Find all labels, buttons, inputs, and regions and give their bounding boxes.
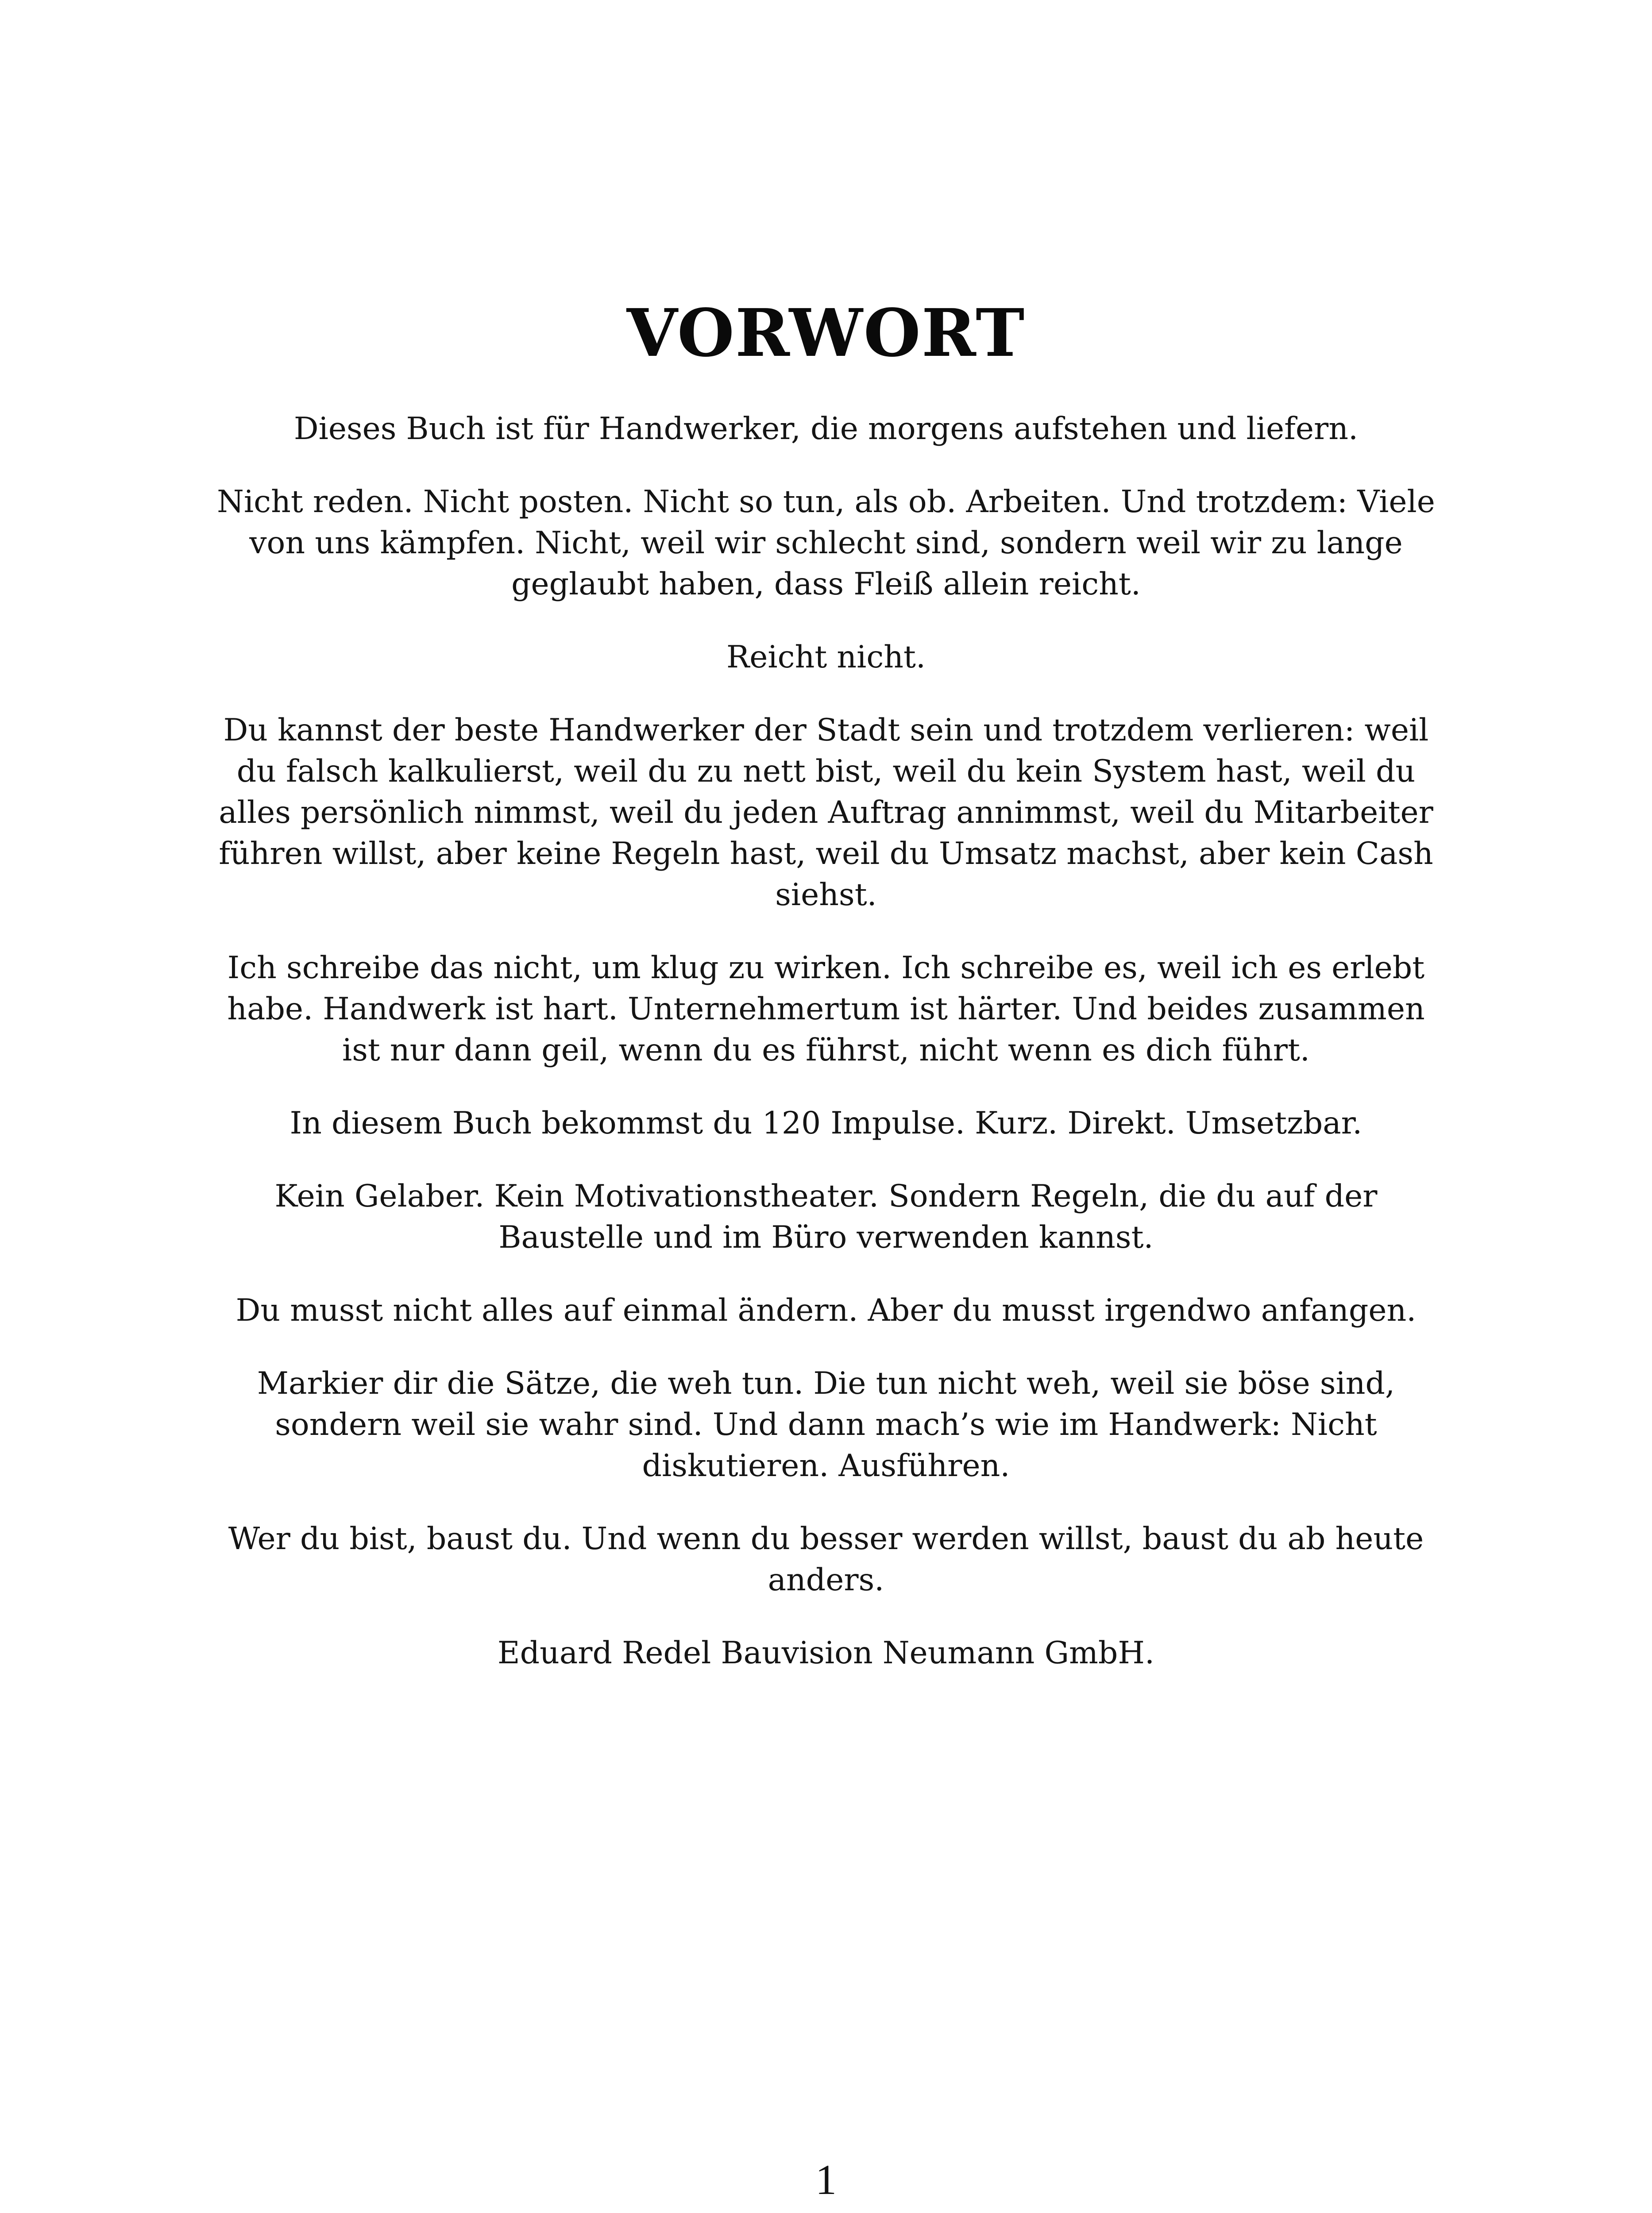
paragraph-mark-sentences: Markier dir die Sätze, die weh tun. Die tun nicht weh, weil sie böse sind, sondern weil sie wahr sind. Und dann mach’s wie im Handwerk: Nicht diskutieren. Ausführen. — [257, 1365, 1395, 1484]
paragraph-work: Nicht reden. Nicht posten. Nicht so tun, als ob. Arbeiten. Und trotzdem: Viele von uns kämpfen. Nicht, weil wir schlecht sind, sondern weil wir zu lange geglaubt haben, dass Fleiß allein reicht. — [217, 484, 1435, 602]
paragraph-experience: Ich schreibe das nicht, um klug zu wirken. Ich schreibe es, weil ich es erlebt habe. Handwerk ist hart. Unternehmertum ist härter. Und beides zusammen ist nur dann geil, wenn du es führst, nicht wenn es dich führt. — [227, 950, 1425, 1068]
paragraph-losing-reasons: Du kannst der beste Handwerker der Stadt sein und trotzdem verlieren: weil du falsch kalkulierst, weil du zu nett bist, weil du kein System hast, weil du alles persönlich nimmst, weil du jeden Auftrag annimmst, weil du Mitarbeiter führen willst, aber keine Regeln hast, weil du Umsatz machst, aber kein Cash siehst. — [219, 712, 1433, 913]
paragraph-intro: Dieses Buch ist für Handwerker, die morgens aufstehen und liefern. — [293, 411, 1359, 447]
foreword-body — [208, 408, 1444, 1705]
paragraph-start: Du musst nicht alles auf einmal ändern. Aber du musst irgendwo anfangen. — [235, 1292, 1417, 1328]
author-signature: Eduard Redel Bauvision Neumann GmbH. — [497, 1635, 1155, 1671]
paragraph-not-enough: Reicht nicht. — [726, 639, 926, 675]
paragraph-who-you-are: Wer du bist, baust du. Und wenn du besser werden willst, baust du ab heute anders. — [228, 1521, 1424, 1598]
page-number: 1 — [815, 2156, 837, 2203]
page-title: VORWORT — [626, 294, 1026, 371]
paragraph-rules: Kein Gelaber. Kein Motivationstheater. Sondern Regeln, die du auf der Baustelle und im Büro verwenden kannst. — [274, 1178, 1378, 1255]
paragraph-impulses: In diesem Buch bekommst du 120 Impulse. Kurz. Direkt. Umsetzbar. — [289, 1105, 1363, 1141]
